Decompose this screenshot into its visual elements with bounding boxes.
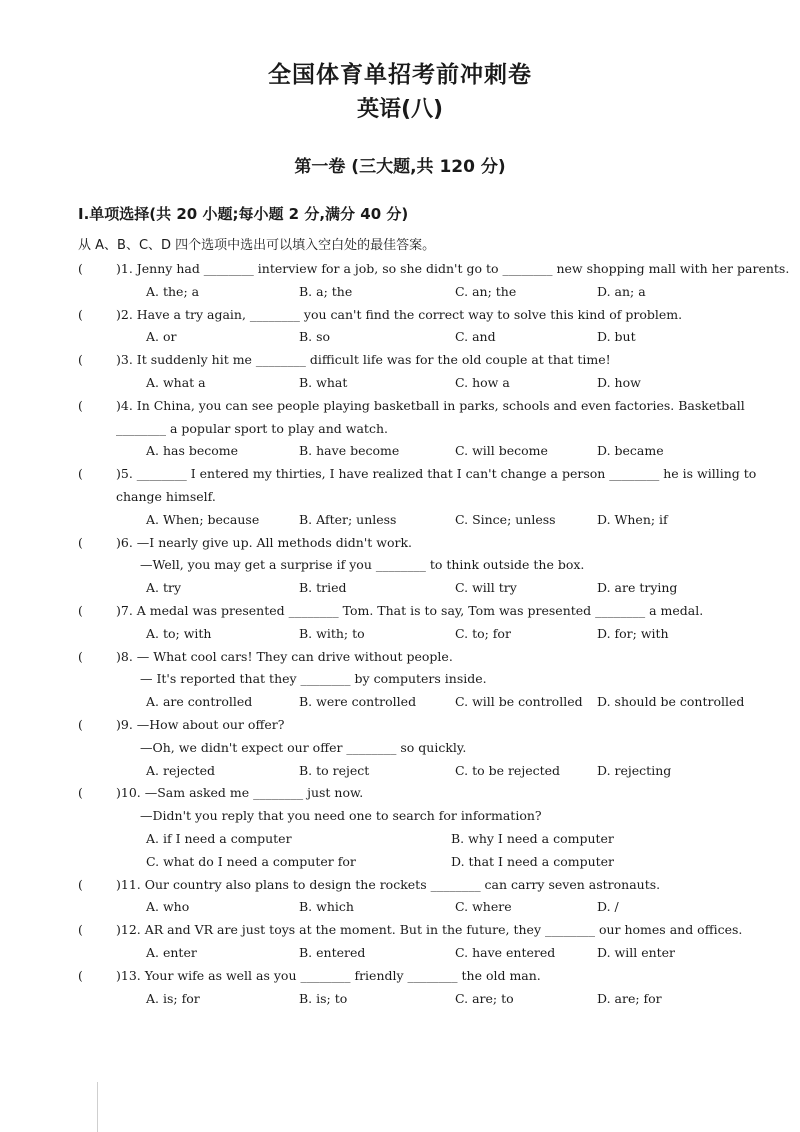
answer-paren[interactable]: ( (78, 534, 83, 550)
question-3 (78, 349, 790, 395)
option-d: D. for; with (597, 625, 669, 641)
options-row (146, 326, 790, 349)
option-c: C. will be controlled (455, 694, 583, 710)
option-c: C. where (455, 899, 512, 915)
options-row (146, 691, 790, 714)
answer-paren[interactable]: ( (78, 602, 83, 618)
exam-subtitle: 英语(八) (356, 97, 444, 122)
answer-paren[interactable]: ( (78, 876, 83, 892)
options-row (146, 851, 790, 874)
options-row (146, 440, 790, 463)
question-12 (78, 919, 790, 965)
option-b: B. is; to (299, 990, 348, 1006)
answer-paren[interactable]: ( (78, 261, 83, 276)
option-d: D. will enter (597, 944, 676, 960)
option-a: A. to; with (146, 625, 212, 641)
option-c: C. have entered (455, 944, 556, 960)
option-a: A. if I need a computer (146, 830, 292, 846)
option-d: D. rejecting (597, 762, 672, 778)
option-a: A. When; because (146, 511, 260, 527)
question-13 (78, 965, 790, 1011)
dialogue-line: — It's reported that they ________ by computers inside. (140, 671, 487, 687)
option-d: D. but (597, 329, 636, 345)
option-d: D. that I need a computer (451, 853, 615, 869)
option-c: C. to be rejected (455, 762, 561, 778)
option-a: A. the; a (146, 283, 200, 299)
options-row (146, 942, 790, 965)
question-7 (78, 600, 790, 646)
question-9 (78, 714, 790, 782)
question-stem: )4. In China, you can see people playing basketball in parks, schools and even factories. Basketball ________ a popular sport to play and watch. (116, 397, 745, 436)
exam-title: 全国体育单招考前冲刺卷 (268, 62, 532, 88)
option-b: B. why I need a computer (451, 830, 614, 846)
option-c: C. how a (455, 374, 510, 390)
option-a: A. who (146, 899, 190, 915)
option-b: B. with; to (299, 625, 365, 641)
option-b: B. so (299, 329, 331, 345)
option-c: C. and (455, 329, 496, 345)
option-d: D. how (597, 374, 641, 390)
options-row (146, 760, 790, 783)
question-6 (78, 532, 790, 600)
section-title: Ⅰ.单项选择(共 20 小题;每小题 2 分,满分 40 分) (78, 205, 409, 223)
answer-paren[interactable]: ( (78, 716, 83, 732)
binding-margin-line (97, 1082, 98, 1132)
option-c: C. will try (455, 580, 517, 596)
section-instruction: 从 A、B、C、D 四个选项中选出可以填入空白处的最佳答案。 (78, 238, 436, 253)
question-stem: )9. —How about our offer? (116, 716, 285, 732)
question-stem: )8. — What cool cars! They can drive without people. (116, 648, 453, 664)
dialogue-line: —Didn't you reply that you need one to search for information? (140, 808, 542, 824)
question-stem: )11. Our country also plans to design the rockets ________ can carry seven astronauts. (116, 876, 661, 892)
option-a: A. is; for (146, 990, 200, 1006)
option-b: B. were controlled (299, 694, 417, 710)
question-stem: )7. A medal was presented ________ Tom. That is to say, Tom was presented ________ a medal. (116, 602, 704, 618)
options-row (146, 372, 790, 395)
option-c: C. are; to (455, 990, 514, 1006)
question-5 (78, 463, 790, 531)
question-stem: )6. —I nearly give up. All methods didn't work. (116, 534, 412, 550)
question-stem: )2. Have a try again, ________ you can't find the correct way to solve this kind of problem. (116, 306, 683, 322)
option-d: D. should be controlled (597, 694, 745, 710)
option-a: A. try (146, 580, 182, 596)
option-d: D. are; for (597, 990, 662, 1006)
answer-paren[interactable]: ( (78, 352, 83, 368)
option-d: D. When; if (597, 511, 668, 527)
options-row (146, 281, 790, 304)
question-list (78, 258, 790, 1010)
option-a: A. or (146, 329, 177, 345)
question-1 (78, 258, 790, 304)
options-row (146, 509, 790, 532)
option-c: C. to; for (455, 625, 511, 641)
option-b: B. to reject (299, 762, 370, 778)
question-stem: )3. It suddenly hit me ________ difficult life was for the old couple at that time! (116, 352, 611, 368)
option-b: B. what (299, 374, 348, 390)
question-8 (78, 646, 790, 714)
answer-paren[interactable]: ( (78, 466, 83, 482)
question-stem: )12. AR and VR are just toys at the moment. But in the future, they ________ our homes and offices. (116, 922, 743, 938)
answer-paren[interactable]: ( (78, 306, 83, 322)
answer-paren[interactable]: ( (78, 648, 83, 664)
answer-paren[interactable]: ( (78, 967, 83, 983)
option-a: A. are controlled (146, 694, 253, 710)
option-b: B. tried (299, 580, 347, 596)
question-stem: )13. Your wife as well as you ________ friendly ________ the old man. (116, 967, 541, 983)
option-d: D. became (597, 443, 664, 459)
option-a: A. has become (146, 443, 239, 459)
option-d: D. an; a (597, 283, 646, 299)
options-row (146, 623, 790, 646)
volume-heading: 第一卷 (三大题,共 120 分) (294, 157, 506, 177)
options-row (146, 988, 790, 1011)
option-c: C. Since; unless (455, 511, 556, 527)
question-2 (78, 304, 790, 350)
option-a: A. what a (146, 374, 206, 390)
options-row (146, 828, 790, 851)
question-4 (78, 395, 790, 463)
answer-paren[interactable]: ( (78, 922, 83, 938)
option-b: B. entered (299, 944, 366, 960)
question-stem: )5. ________ I entered my thirties, I have realized that I can't change a person ________ he is willing to change himself. (116, 466, 757, 504)
option-d: D. are trying (597, 580, 678, 596)
answer-paren[interactable]: ( (78, 397, 83, 413)
question-stem: )1. Jenny had ________ interview for a job, so she didn't go to ________ new shopping mall with her parents. (116, 261, 790, 276)
option-b: B. a; the (299, 283, 353, 299)
dialogue-line: —Well, you may get a surprise if you ________ to think outside the box. (140, 557, 585, 573)
option-b: B. After; unless (299, 511, 397, 527)
question-10 (78, 782, 790, 873)
option-b: B. which (299, 899, 354, 915)
option-c: C. an; the (455, 283, 517, 299)
question-11 (78, 874, 790, 920)
options-row (146, 577, 790, 600)
question-stem: )10. —Sam asked me ________ just now. (116, 785, 364, 801)
answer-paren[interactable]: ( (78, 785, 83, 801)
option-d: D. / (597, 899, 619, 915)
dialogue-line: —Oh, we didn't expect our offer ________ so quickly. (140, 739, 467, 755)
options-row (146, 896, 790, 919)
option-b: B. have become (299, 443, 400, 459)
option-a: A. enter (146, 944, 197, 960)
option-a: A. rejected (146, 762, 216, 778)
option-c: C. will become (455, 443, 548, 459)
option-c: C. what do I need a computer for (146, 853, 356, 869)
